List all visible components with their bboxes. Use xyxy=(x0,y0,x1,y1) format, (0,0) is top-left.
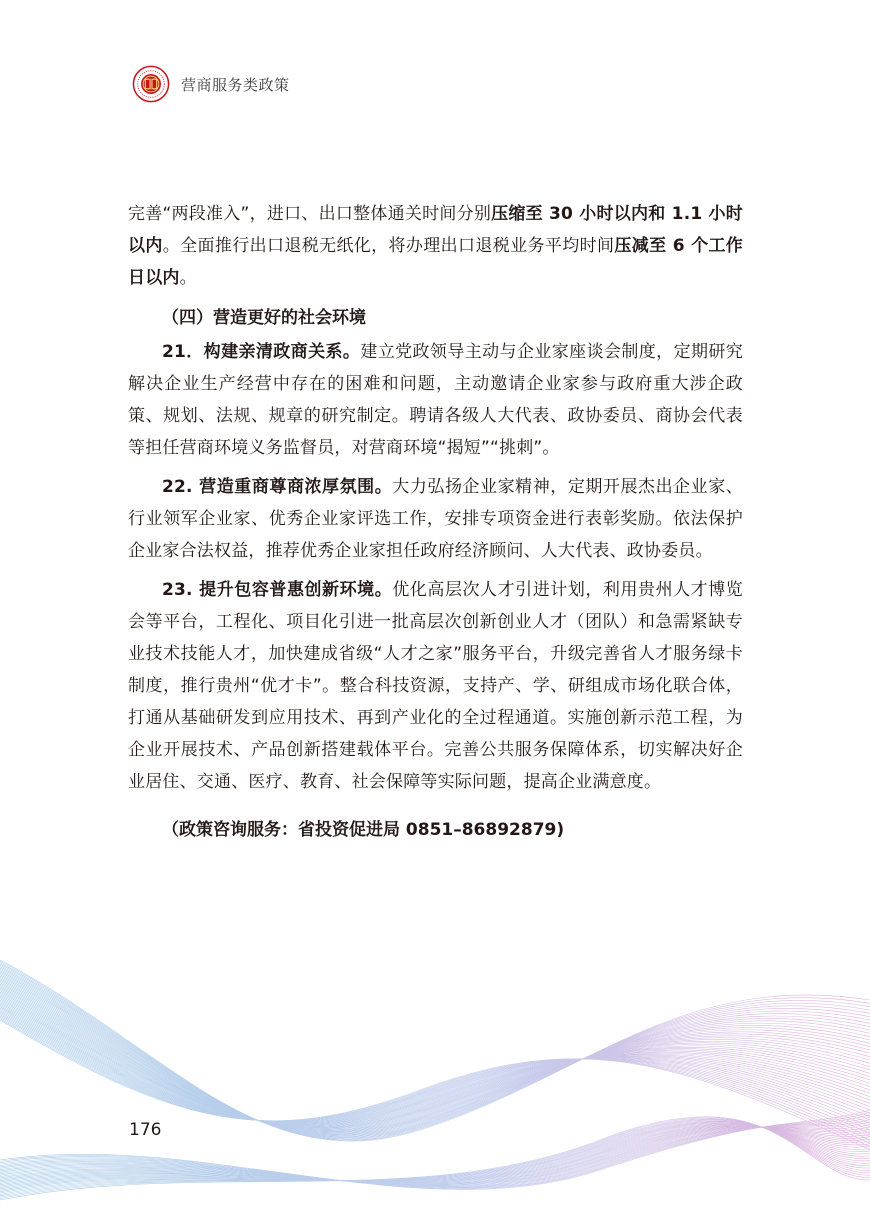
section-heading: （四）营造更好的社会环境 xyxy=(162,308,366,328)
item-title: 21．构建亲清政商关系。 xyxy=(162,342,361,362)
wave-line xyxy=(0,1003,870,1124)
highlight-segment: 压缩至 30 小时以内和 1.1 小时以内 xyxy=(128,204,743,256)
page-header xyxy=(132,64,290,104)
decorative-wave-lines xyxy=(0,930,870,1228)
wave-line xyxy=(0,984,870,1130)
paragraph-21 xyxy=(128,336,743,464)
item-body: 建立党政领导主动与企业家座谈会制度，定期研究解决企业生产经营中存在的困难和问题，主动邀请企业家参与政府重大涉企政策、规划、法规、规章的研究制定。聘请各级人大代表、政协委员、商协会代表等担任营商环境义务监督员，对营商环境“揭短”“挑刺”。 xyxy=(128,342,743,458)
item-body: 大力弘扬企业家精神，定期开展杰出企业家、行业领军企业家、优秀企业家评选工作，安排专项资金进行表彰奖励。依法保护企业家合法权益，推荐优秀企业家担任政府经济顾问、人大代表、政协委员。 xyxy=(128,477,743,561)
wave-line xyxy=(0,1015,870,1137)
paragraph-customs xyxy=(128,198,743,294)
item-title: 23. 提升包容普惠创新环境。 xyxy=(162,580,393,600)
paragraph-23 xyxy=(128,574,743,798)
header-title: 营商服务类政策 xyxy=(181,75,290,94)
highlight-segment: 压减至 6 个工作日以内 xyxy=(128,236,744,288)
emblem-logo-icon xyxy=(132,65,170,103)
item-title: 22. 营造重商尊商浓厚氛围。 xyxy=(162,477,393,497)
text-segment: 完善“两段准入”，进口、出口整体通关时间分别 xyxy=(128,204,492,224)
contact-line: （政策咨询服务：省投资促进局 0851–86892879) xyxy=(162,820,565,840)
document-body xyxy=(128,198,743,846)
text-segment: 。全面推行出口退税无纸化，将办理出口退税业务平均时间 xyxy=(162,236,615,256)
item-body: 优化高层次人才引进计划，利用贵州人才博览会等平台，工程化、项目化引进一批高层次创新创业人才（团队）和急需紧缺专业技术技能人才，加快建成省级“人才之家”服务平台，升级完善省人才服务绿卡制度，推行贵州“优才卡”。整合科技资源，支持产、学、研组成市场化联合体，打通从基础研发到应用技术、再到产业化的全过程通道。实施创新示范工程，为企业开展技术、产品创新搭建载体平台。完善公共服务保障体系，切实解决好企业居住、交通、医疗、教育、社会保障等实际问题，提高企业满意度。 xyxy=(128,580,743,792)
page-number: 176 xyxy=(129,1120,162,1140)
paragraph-22 xyxy=(128,471,743,567)
text-segment: 。 xyxy=(179,268,197,288)
